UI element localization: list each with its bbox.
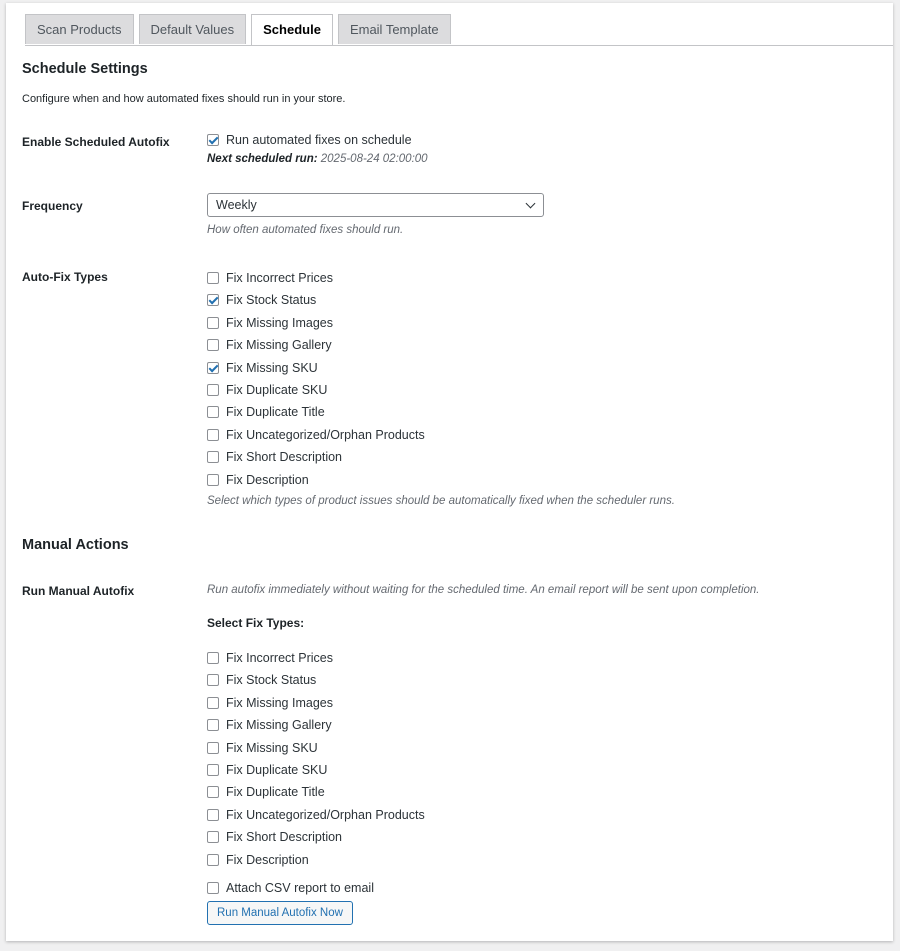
manual-fix-type-label: Fix Duplicate SKU [226, 763, 328, 777]
schedule-settings-heading: Schedule Settings [22, 61, 148, 77]
manual-fix-type-label: Fix Uncategorized/Orphan Products [226, 807, 425, 822]
manual-fix-type-row[interactable] [207, 694, 333, 712]
manual-fix-type-row[interactable] [207, 649, 333, 667]
auto-fix-types-help: Select which types of product issues should be automatically fixed when the scheduler runs. [207, 495, 675, 507]
chevron-down-icon [526, 199, 536, 209]
auto-fix-type-row[interactable] [207, 426, 425, 444]
manual-fix-type-row[interactable] [207, 716, 332, 734]
manual-fix-type-row[interactable] [207, 783, 325, 801]
manual-fix-type-checkbox[interactable] [207, 742, 219, 754]
tab-divider [25, 45, 893, 46]
manual-actions-heading: Manual Actions [22, 537, 129, 553]
auto-fix-type-checkbox[interactable] [207, 406, 219, 418]
manual-fix-type-row[interactable] [207, 671, 316, 689]
enable-autofix-row[interactable] [207, 131, 412, 149]
manual-fix-type-label: Fix Description [226, 852, 309, 867]
auto-fix-type-row[interactable] [207, 359, 318, 377]
auto-fix-type-checkbox[interactable] [207, 272, 219, 284]
manual-fix-type-checkbox[interactable] [207, 854, 219, 866]
manual-fix-type-label: Fix Missing Images [226, 695, 333, 710]
next-scheduled-run [207, 153, 428, 165]
enable-autofix-label: Enable Scheduled Autofix [22, 135, 170, 149]
enable-autofix-checkbox-label: Run automated fixes on schedule [226, 133, 412, 147]
auto-fix-type-row[interactable] [207, 336, 332, 354]
manual-fix-type-checkbox[interactable] [207, 809, 219, 821]
next-run-label: Next scheduled run: [207, 153, 318, 165]
manual-fix-type-row[interactable] [207, 851, 309, 869]
auto-fix-types-label: Auto-Fix Types [22, 270, 108, 284]
auto-fix-type-label: Fix Missing Images [226, 315, 333, 330]
manual-fix-type-checkbox[interactable] [207, 719, 219, 731]
manual-fix-type-checkbox[interactable] [207, 697, 219, 709]
tab-bar [25, 14, 451, 46]
auto-fix-type-checkbox[interactable] [207, 429, 219, 441]
run-manual-autofix-button[interactable]: Run Manual Autofix Now [207, 901, 353, 925]
manual-fix-type-row[interactable] [207, 806, 425, 824]
run-manual-autofix-label: Run Manual Autofix [22, 584, 135, 598]
enable-autofix-checkbox[interactable] [207, 134, 219, 146]
auto-fix-type-row[interactable] [207, 314, 333, 332]
tab-scan-products[interactable]: Scan Products [25, 14, 134, 44]
auto-fix-type-checkbox[interactable] [207, 362, 219, 374]
auto-fix-type-row[interactable] [207, 448, 342, 466]
frequency-help: How often automated fixes should run. [207, 224, 404, 236]
auto-fix-type-checkbox[interactable] [207, 451, 219, 463]
schedule-settings-description: Configure when and how automated fixes should run in your store. [22, 93, 346, 105]
manual-fix-type-checkbox[interactable] [207, 764, 219, 776]
auto-fix-type-checkbox[interactable] [207, 317, 219, 329]
frequency-select[interactable] [207, 193, 544, 217]
tab-email-template[interactable]: Email Template [338, 14, 451, 44]
attach-csv-row[interactable] [207, 879, 374, 897]
settings-panel [6, 3, 893, 941]
manual-fix-type-row[interactable] [207, 761, 327, 779]
auto-fix-type-checkbox[interactable] [207, 384, 219, 396]
attach-csv-checkbox[interactable] [207, 882, 219, 894]
auto-fix-type-row[interactable] [207, 471, 309, 489]
auto-fix-type-label: Fix Duplicate Title [226, 405, 325, 420]
auto-fix-type-row[interactable] [207, 381, 327, 399]
next-run-value: 2025-08-24 02:00:00 [320, 153, 428, 165]
auto-fix-type-checkbox[interactable] [207, 339, 219, 351]
auto-fix-type-checkbox[interactable] [207, 474, 219, 486]
manual-fix-type-label: Fix Missing Gallery [226, 718, 332, 733]
frequency-selected-value: Weekly [216, 198, 257, 212]
manual-fix-type-label: Fix Duplicate Title [226, 785, 325, 800]
manual-fix-type-label: Fix Missing SKU [226, 740, 318, 755]
manual-fix-type-checkbox[interactable] [207, 652, 219, 664]
manual-fix-type-checkbox[interactable] [207, 831, 219, 843]
manual-fix-type-checkbox[interactable] [207, 674, 219, 686]
manual-fix-type-row[interactable] [207, 828, 342, 846]
auto-fix-type-label: Fix Stock Status [226, 293, 317, 308]
auto-fix-type-label: Fix Short Description [226, 450, 343, 465]
manual-fix-type-checkbox[interactable] [207, 786, 219, 798]
tab-schedule[interactable]: Schedule [251, 14, 333, 46]
auto-fix-type-label: Fix Missing SKU [226, 360, 318, 375]
auto-fix-type-label: Fix Missing Gallery [226, 338, 332, 353]
manual-fix-type-label: Fix Stock Status [226, 673, 317, 688]
manual-fix-type-label: Fix Short Description [226, 830, 343, 845]
auto-fix-type-label: Fix Uncategorized/Orphan Products [226, 427, 425, 442]
auto-fix-type-label: Fix Duplicate SKU [226, 383, 328, 397]
select-fix-types-label: Select Fix Types: [207, 616, 305, 630]
manual-fix-type-row[interactable] [207, 739, 318, 757]
auto-fix-type-row[interactable] [207, 269, 333, 287]
auto-fix-type-row[interactable] [207, 291, 316, 309]
auto-fix-type-label: Fix Incorrect Prices [226, 271, 333, 285]
frequency-label: Frequency [22, 199, 83, 213]
auto-fix-type-label: Fix Description [226, 472, 309, 487]
tab-default-values[interactable]: Default Values [139, 14, 247, 44]
attach-csv-label: Attach CSV report to email [226, 881, 374, 895]
auto-fix-type-checkbox[interactable] [207, 294, 219, 306]
auto-fix-type-row[interactable] [207, 403, 325, 421]
manual-fix-type-label: Fix Incorrect Prices [226, 651, 333, 665]
run-manual-autofix-help: Run autofix immediately without waiting for the scheduled time. An email report will be sent upon completion. [207, 584, 760, 596]
